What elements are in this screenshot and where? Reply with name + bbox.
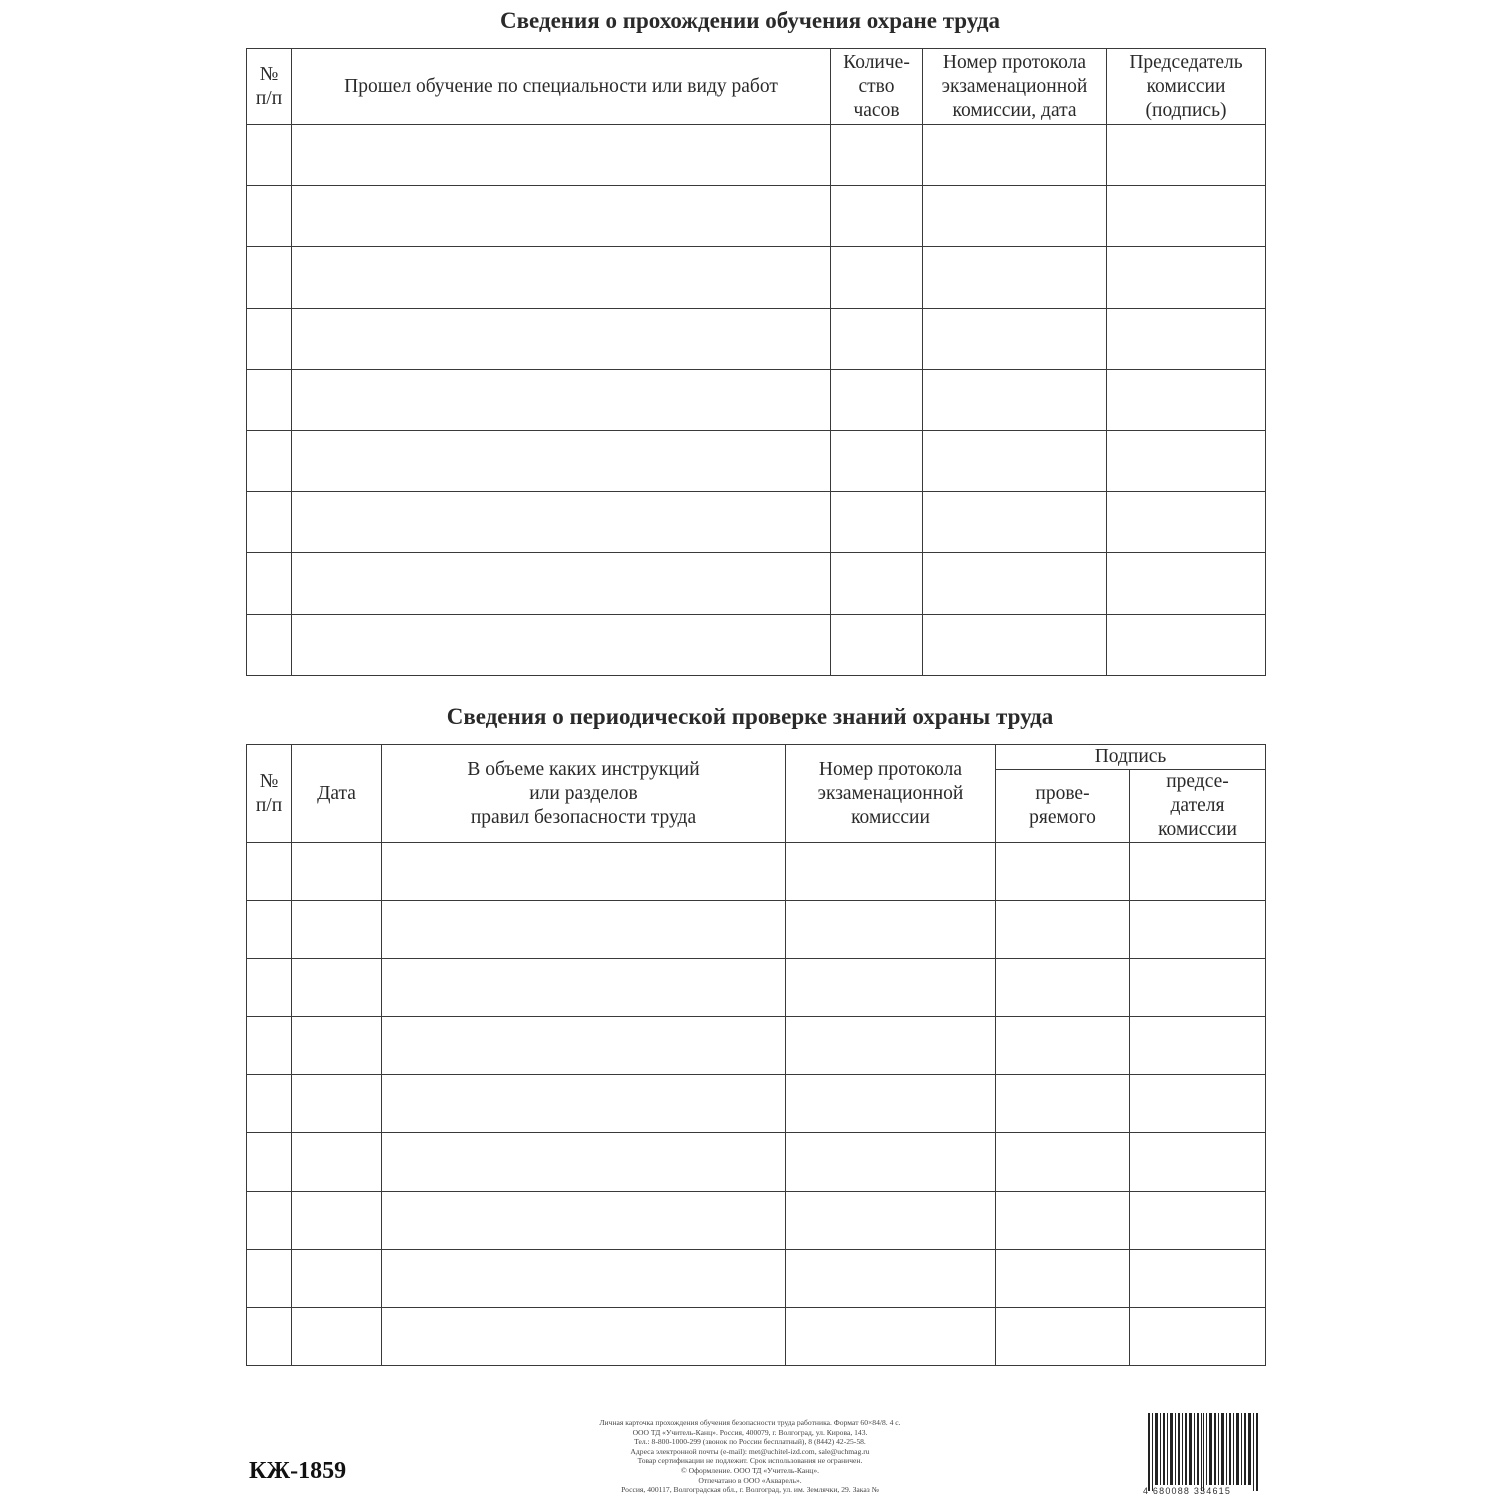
cell-date[interactable] <box>292 1017 382 1075</box>
cell-number[interactable] <box>247 959 292 1017</box>
cell-specialty[interactable] <box>292 430 831 491</box>
table-row <box>247 1191 1266 1249</box>
table-row <box>247 1075 1266 1133</box>
imprint-line: Тел.: 8-800-1000-299 (звонок по России бесплатный), 8 (8442) 42-25-58. <box>634 1437 866 1447</box>
cell-number[interactable] <box>247 430 292 491</box>
cell-examinee-signature[interactable] <box>996 1075 1130 1133</box>
cell-hours[interactable] <box>831 614 923 675</box>
imprint-line: Россия, 400117, Волгоградская обл., г. Волгоград, ул. им. Землячки, 29. Заказ № <box>621 1485 879 1495</box>
cell-specialty[interactable] <box>292 369 831 430</box>
cell-number[interactable] <box>247 1249 292 1307</box>
col-instructions-header: В объеме каких инструкций или разделов правил безопасности труда <box>382 745 786 843</box>
cell-chairman-signature[interactable] <box>1130 1133 1266 1191</box>
cell-signature[interactable] <box>1107 614 1266 675</box>
cell-instructions[interactable] <box>382 1191 786 1249</box>
col-protocol-header: Номер протокола экзаменационной комиссии, дата <box>923 49 1107 125</box>
cell-number[interactable] <box>247 1017 292 1075</box>
cell-number[interactable] <box>247 492 292 553</box>
cell-number[interactable] <box>247 1307 292 1365</box>
table-row <box>247 308 1266 369</box>
cell-protocol[interactable] <box>923 247 1107 308</box>
cell-examinee-signature[interactable] <box>996 1307 1130 1365</box>
cell-examinee-signature[interactable] <box>996 1249 1130 1307</box>
col-specialty-header: Прошел обучение по специальности или виду работ <box>292 49 831 125</box>
col-date-header: Дата <box>292 745 382 843</box>
table-row <box>247 125 1266 186</box>
cell-specialty[interactable] <box>292 492 831 553</box>
cell-signature[interactable] <box>1107 247 1266 308</box>
cell-protocol[interactable] <box>786 1017 996 1075</box>
cell-protocol[interactable] <box>923 125 1107 186</box>
cell-chairman-signature[interactable] <box>1130 1017 1266 1075</box>
section1-title: Сведения о прохождении обучения охране труда <box>500 8 1000 33</box>
cell-date[interactable] <box>292 843 382 901</box>
knowledge-table-header-top <box>247 745 1266 770</box>
cell-chairman-signature[interactable] <box>1130 843 1266 901</box>
cell-protocol[interactable] <box>786 959 996 1017</box>
cell-chairman-signature[interactable] <box>1130 1249 1266 1307</box>
cell-protocol[interactable] <box>923 430 1107 491</box>
cell-number[interactable] <box>247 1075 292 1133</box>
cell-number[interactable] <box>247 369 292 430</box>
cell-instructions[interactable] <box>382 843 786 901</box>
table-row <box>247 1133 1266 1191</box>
cell-examinee-signature[interactable] <box>996 901 1130 959</box>
cell-number[interactable] <box>247 308 292 369</box>
cell-signature[interactable] <box>1107 553 1266 614</box>
table-row <box>247 901 1266 959</box>
cell-protocol[interactable] <box>923 553 1107 614</box>
barcode-icon <box>1148 1413 1258 1491</box>
table-row <box>247 1307 1266 1365</box>
cell-chairman-signature[interactable] <box>1130 1307 1266 1365</box>
imprint-line: Адреса электронной почты (e-mail): met@uchitel-izd.com, sale@uchmag.ru <box>630 1446 870 1456</box>
cell-protocol[interactable] <box>923 614 1107 675</box>
cell-protocol[interactable] <box>786 1075 996 1133</box>
table-row <box>247 843 1266 901</box>
cell-chairman-signature[interactable] <box>1130 1075 1266 1133</box>
cell-signature[interactable] <box>1107 430 1266 491</box>
cell-signature[interactable] <box>1107 186 1266 247</box>
cell-signature[interactable] <box>1107 308 1266 369</box>
col-hours-header: Количе- ство часов <box>831 49 923 125</box>
cell-instructions[interactable] <box>382 1075 786 1133</box>
publisher-imprint <box>560 1418 940 1495</box>
col-number-header: № п/п <box>247 49 292 125</box>
cell-protocol[interactable] <box>786 901 996 959</box>
cell-date[interactable] <box>292 1249 382 1307</box>
table-row <box>247 553 1266 614</box>
cell-specialty[interactable] <box>292 125 831 186</box>
col-number-header: № п/п <box>247 745 292 843</box>
cell-specialty[interactable] <box>292 614 831 675</box>
cell-date[interactable] <box>292 1075 382 1133</box>
imprint-line: ООО ТД «Учитель-Канц». Россия, 400079, г. Волгоград, ул. Кирова, 143. <box>632 1427 868 1437</box>
cell-date[interactable] <box>292 1191 382 1249</box>
cell-instructions[interactable] <box>382 1249 786 1307</box>
cell-examinee-signature[interactable] <box>996 1017 1130 1075</box>
table-row <box>247 369 1266 430</box>
col-examinee-signature-header: прове- ряемого <box>996 770 1130 843</box>
cell-instructions[interactable] <box>382 901 786 959</box>
cell-instructions[interactable] <box>382 1017 786 1075</box>
table-row <box>247 614 1266 675</box>
cell-number[interactable] <box>247 901 292 959</box>
cell-chairman-signature[interactable] <box>1130 1191 1266 1249</box>
imprint-line: Товар сертификации не подлежит. Срок использования не ограничен. <box>637 1456 863 1466</box>
cell-protocol[interactable] <box>786 843 996 901</box>
training-table-header <box>247 49 1266 125</box>
cell-specialty[interactable] <box>292 553 831 614</box>
cell-hours[interactable] <box>831 553 923 614</box>
col-chairman-header: Председатель комиссии (подпись) <box>1107 49 1266 125</box>
cell-hours[interactable] <box>831 369 923 430</box>
cell-examinee-signature[interactable] <box>996 1133 1130 1191</box>
knowledge-check-table <box>246 744 1266 1366</box>
table-row <box>247 1017 1266 1075</box>
cell-hours[interactable] <box>831 247 923 308</box>
cell-hours[interactable] <box>831 308 923 369</box>
imprint-line: Личная карточка прохождения обучения безопасности труда работника. Формат 60×84/8. 4 с. <box>599 1418 901 1427</box>
cell-chairman-signature[interactable] <box>1130 959 1266 1017</box>
cell-hours[interactable] <box>831 186 923 247</box>
cell-date[interactable] <box>292 959 382 1017</box>
form-code: КЖ-1859 <box>249 1458 347 1484</box>
cell-number[interactable] <box>247 125 292 186</box>
table-row <box>247 430 1266 491</box>
cell-chairman-signature[interactable] <box>1130 901 1266 959</box>
cell-number[interactable] <box>247 247 292 308</box>
table-row <box>247 247 1266 308</box>
cell-date[interactable] <box>292 1133 382 1191</box>
cell-specialty[interactable] <box>292 308 831 369</box>
cell-examinee-signature[interactable] <box>996 1191 1130 1249</box>
cell-date[interactable] <box>292 1307 382 1365</box>
col-protocol-header: Номер протокола экзаменационной комиссии <box>786 745 996 843</box>
barcode-number: 4 680088 334615 <box>1143 1486 1232 1496</box>
cell-number[interactable] <box>247 1191 292 1249</box>
cell-instructions[interactable] <box>382 959 786 1017</box>
imprint-line: © Оформление. ООО ТД «Учитель-Канц». <box>680 1465 820 1475</box>
table-row <box>247 186 1266 247</box>
cell-instructions[interactable] <box>382 1133 786 1191</box>
cell-protocol[interactable] <box>923 369 1107 430</box>
cell-instructions[interactable] <box>382 1307 786 1365</box>
cell-protocol[interactable] <box>786 1133 996 1191</box>
cell-signature[interactable] <box>1107 125 1266 186</box>
cell-specialty[interactable] <box>292 186 831 247</box>
cell-number[interactable] <box>247 186 292 247</box>
col-chairman-signature-header: предсе- дателя комиссии <box>1130 770 1266 843</box>
cell-signature[interactable] <box>1107 369 1266 430</box>
cell-number[interactable] <box>247 1133 292 1191</box>
cell-number[interactable] <box>247 614 292 675</box>
table-row <box>247 959 1266 1017</box>
cell-date[interactable] <box>292 901 382 959</box>
cell-examinee-signature[interactable] <box>996 959 1130 1017</box>
cell-specialty[interactable] <box>292 247 831 308</box>
cell-protocol[interactable] <box>923 492 1107 553</box>
cell-examinee-signature[interactable] <box>996 843 1130 901</box>
cell-protocol[interactable] <box>923 186 1107 247</box>
cell-hours[interactable] <box>831 492 923 553</box>
cell-protocol[interactable] <box>786 1191 996 1249</box>
cell-hours[interactable] <box>831 125 923 186</box>
cell-hours[interactable] <box>831 430 923 491</box>
table-row <box>247 492 1266 553</box>
cell-number[interactable] <box>247 553 292 614</box>
cell-signature[interactable] <box>1107 492 1266 553</box>
training-table <box>246 48 1266 676</box>
cell-number[interactable] <box>247 843 292 901</box>
table-row <box>247 1249 1266 1307</box>
col-signature-group-header: Подпись <box>996 745 1266 770</box>
cell-protocol[interactable] <box>786 1307 996 1365</box>
imprint-line: Отпечатано в ООО «Акварель». <box>698 1475 802 1485</box>
section2-title: Сведения о периодической проверке знаний охраны труда <box>446 704 1054 729</box>
cell-protocol[interactable] <box>923 308 1107 369</box>
cell-protocol[interactable] <box>786 1249 996 1307</box>
